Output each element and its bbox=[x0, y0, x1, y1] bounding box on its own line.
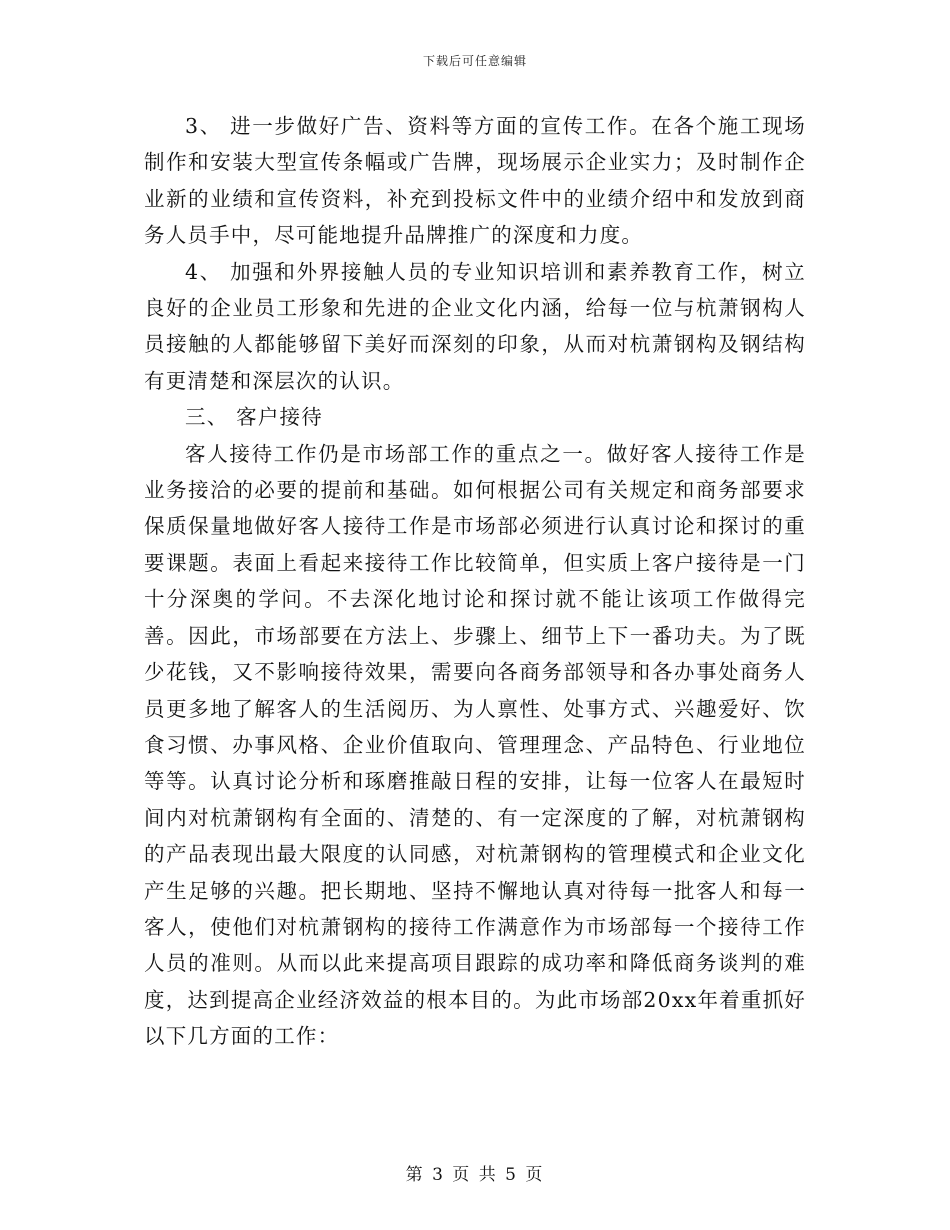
section-heading-customer-reception: 三、 客户接待 bbox=[185, 405, 323, 430]
page-footer: 第 3 页 共 5 页 bbox=[405, 1165, 545, 1185]
paragraph-item-4: 4、 加强和外界接触人员的专业知识培训和素养教育工作，树立良好的企业员工形象和先进的企业文化内涵，给每一位与杭萧钢构人员接触的人都能够留下美好而深刻的印象，从而对杭萧钢构及钢结构有更清楚和深层次的认识。 bbox=[144, 259, 806, 393]
paragraph-item-3: 3、 进一步做好广告、资料等方面的宣传工作。在各个施工现场制作和安装大型宣传条幅或广告牌，现场展示企业实力；及时制作企业新的业绩和宣传资料，补充到投标文件中的业绩介绍中和发放到商务人员手中，尽可能地提升品牌推广的深度和力度。 bbox=[144, 114, 806, 248]
page-header: 下载后可任意编辑 bbox=[422, 54, 527, 68]
paragraph-customer-reception: 客人接待工作仍是市场部工作的重点之一。做好客人接待工作是业务接洽的必要的提前和基础。如何根据公司有关规定和商务部要求保质保量地做好客人接待工作是市场部必须进行认真讨论和探讨的重要课题。表面上看起来接待工作比较简单，但实质上客户接待是一门十分深奥的学问。不去深化地讨论和探讨就不能让该项工作做得完善。因此，市场部要在方法上、步骤上、细节上下一番功夫。为了既少花钱，又不影响接待效果，需要向各商务部领导和各办事处商务人员更多地了解客人的生活阅历、为人禀性、处事方式、兴趣爱好、饮食习惯、办事风格、企业价值取向、管理理念、产品特色、行业地位等等。认真讨论分析和琢磨推敲日程的安排，让每一位客人在最短时间内对杭萧钢构有全面的、清楚的、有一定深度的了解，对杭萧钢构的产品表现出最大限度的认同感，对杭萧钢构的管理模式和企业文化产生足够的兴趣。把长期地、坚持不懈地认真对待每一批客人和每一客人，使他们对杭萧钢构的接待工作满意作为市场部每一个接待工作人员的准则。从而以此来提高项目跟踪的成功率和降低商务谈判的难度，达到提高企业经济效益的根本目的。为此市场部20xx年着重抓好以下几方面的工作： bbox=[144, 441, 806, 1049]
document-body bbox=[144, 108, 806, 1055]
